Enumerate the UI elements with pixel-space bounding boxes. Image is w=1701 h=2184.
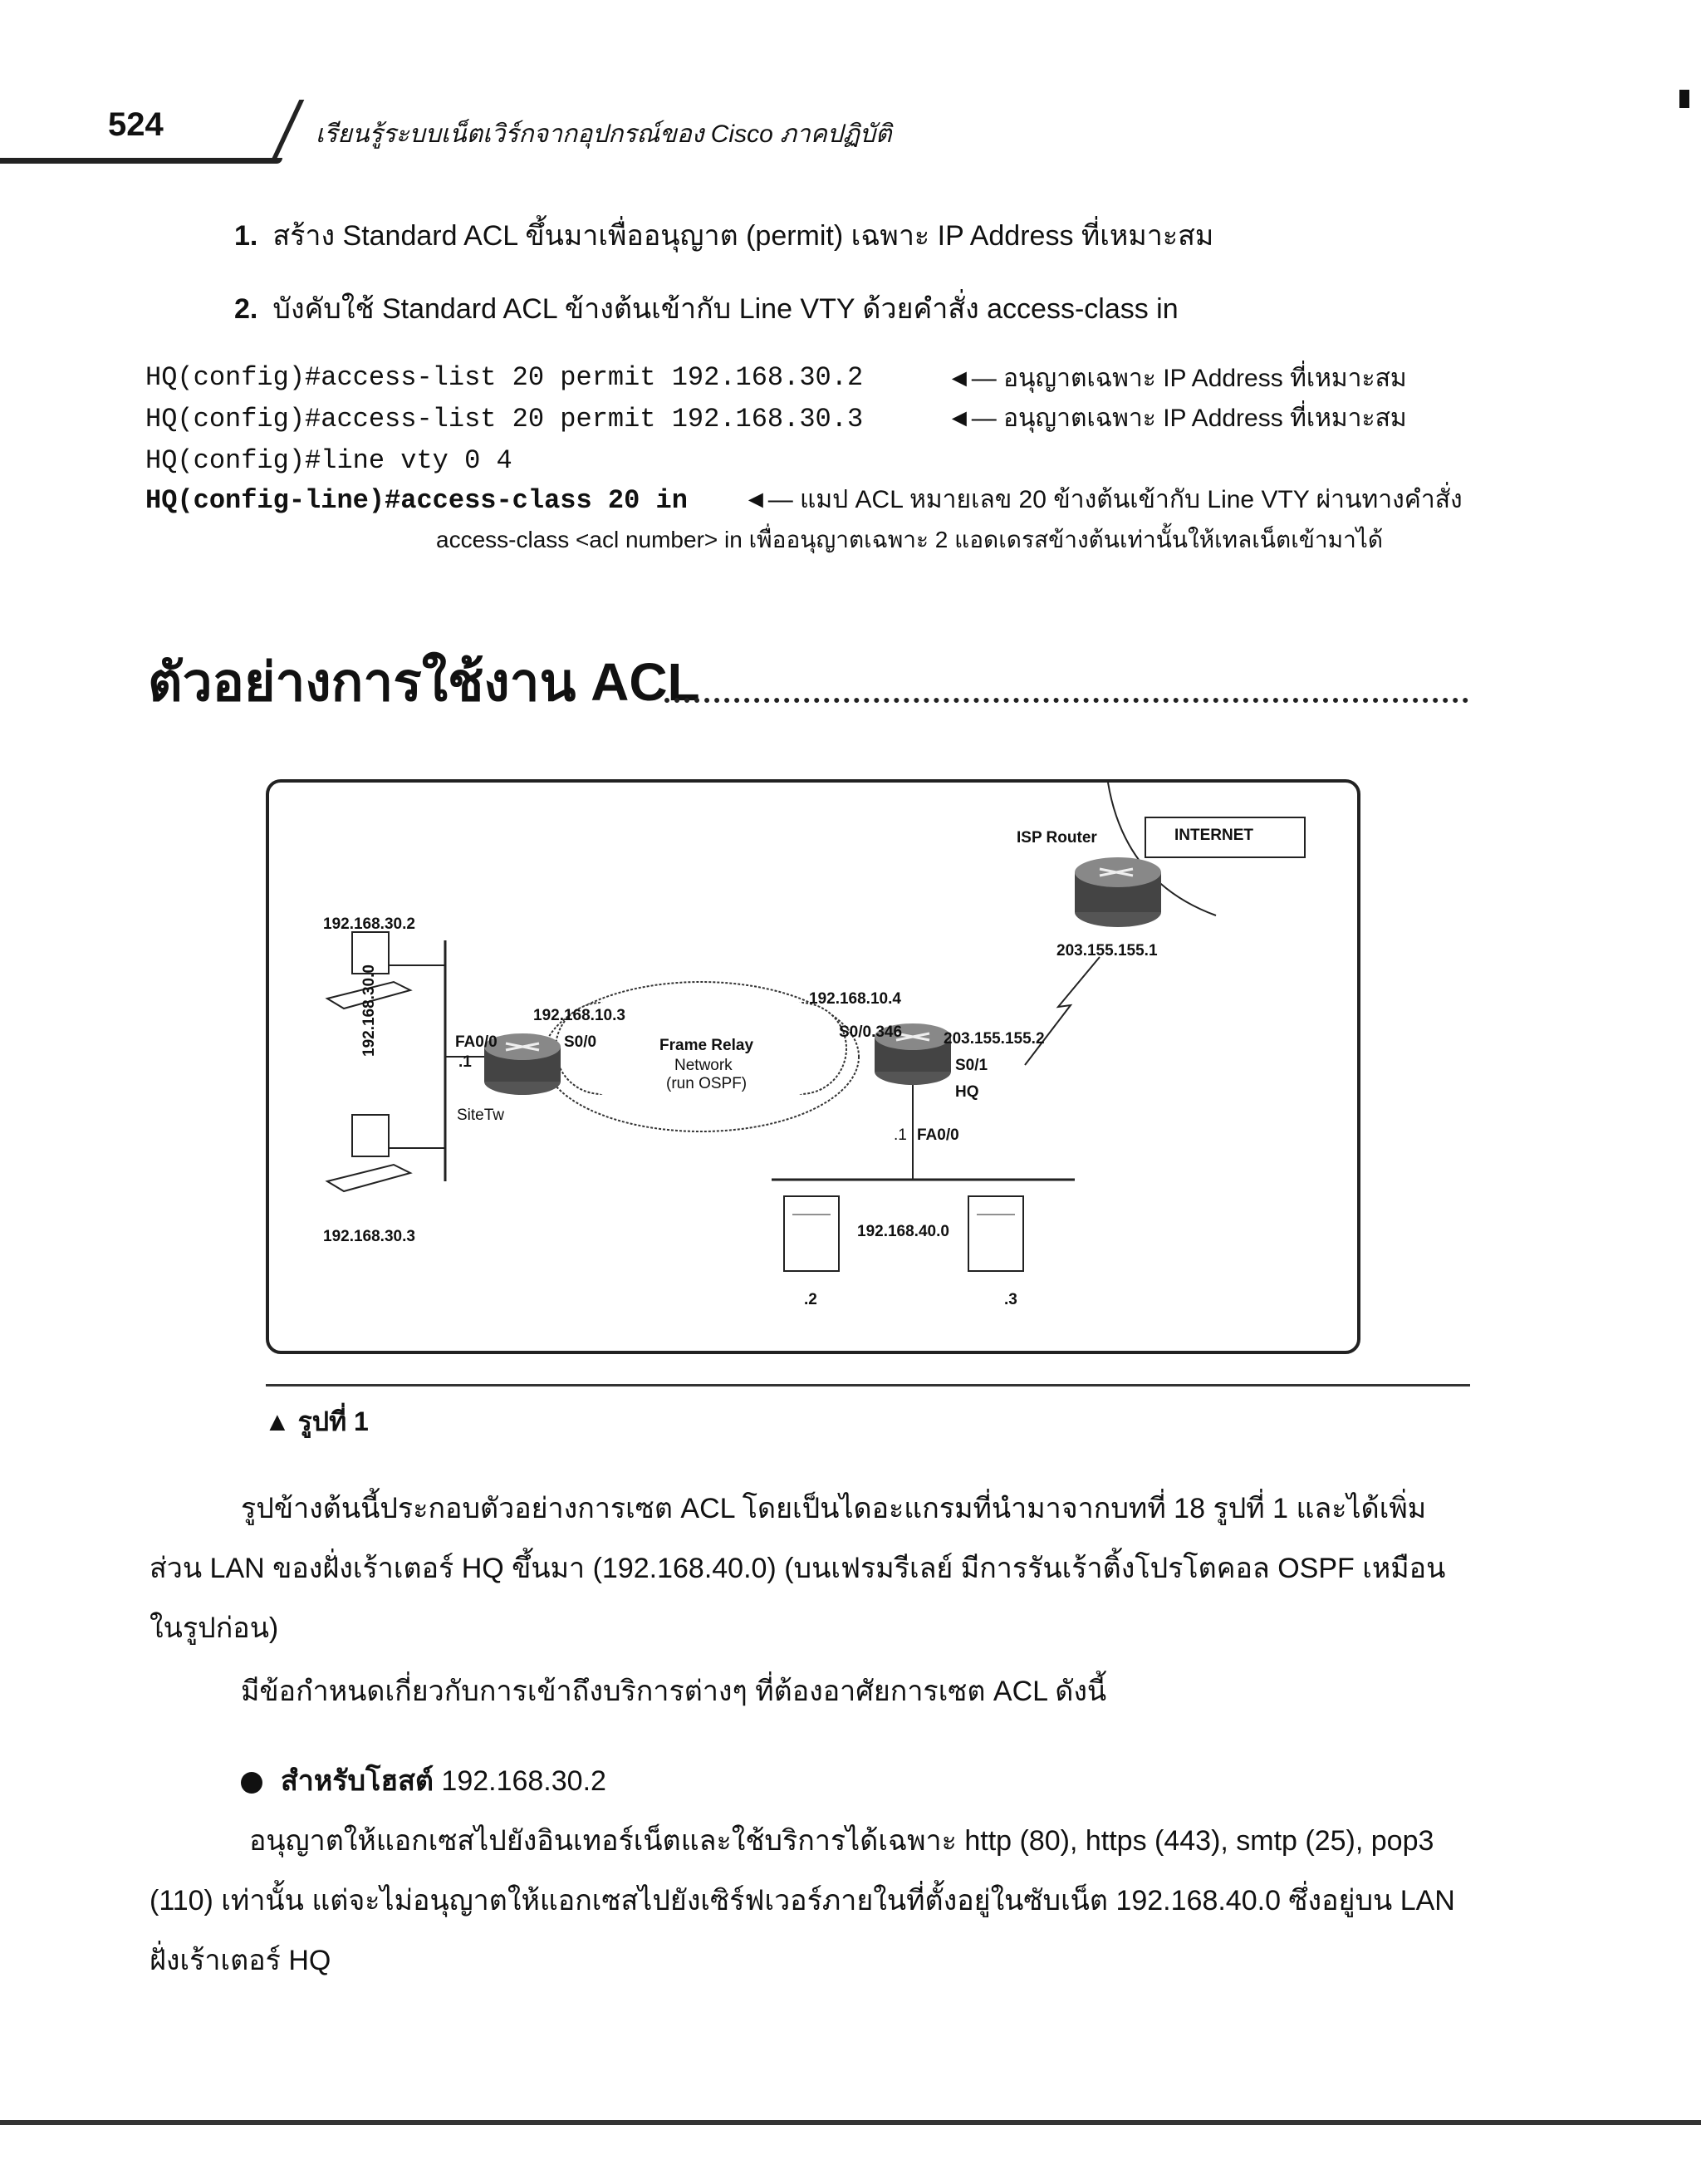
isp-ip-label: 203.155.155.1 xyxy=(1056,942,1158,959)
host-bottom-ip-label: 192.168.30.3 xyxy=(323,1228,415,1245)
header-swoosh-decoration xyxy=(246,100,305,158)
cloud-label-line3: (run OSPF) xyxy=(666,1075,748,1092)
network-diagram xyxy=(266,779,1360,1354)
server-left-icon xyxy=(784,1196,839,1271)
step-1 xyxy=(234,213,1213,258)
running-title: เรียนรู้ระบบเน็ตเวิร์กจากอุปกรณ์ของ Cisco ภาคปฏิบัติ xyxy=(316,120,892,148)
figure-caption: ▲ รูปที่ 1 xyxy=(264,1406,369,1436)
code-line: HQ(config)#line vty 0 4 xyxy=(145,445,512,476)
step-text: บังคับใช้ Standard ACL ข้างต้นเข้ากับ Line VTY ด้วยคำสั่ง access-class in xyxy=(272,293,1179,325)
lan-left-label: 192.168.30.0 xyxy=(360,964,378,1057)
server-left-ip-label: .2 xyxy=(804,1291,817,1308)
network-diagram-graphic xyxy=(269,783,1357,1351)
code-note: ◄— แมป ACL หมายเลข 20 ข้างต้นเข้ากับ Line VTY ผ่านทางคำสั่ง xyxy=(743,486,1463,513)
host-top-ip-label: 192.168.30.2 xyxy=(323,915,415,933)
hq-router-label: HQ xyxy=(955,1083,979,1101)
caption-rule xyxy=(266,1384,1470,1386)
bullet-dot-icon xyxy=(241,1772,262,1794)
step-number: 2. xyxy=(234,293,258,325)
sitetwo-router-label: SiteTw xyxy=(457,1107,505,1124)
page-number: 524 xyxy=(108,106,164,143)
internet-label: INTERNET xyxy=(1174,827,1253,844)
section-heading: ตัวอย่างการใช้งาน ACL xyxy=(148,652,700,712)
bullet-title: สำหรับโฮสต์ xyxy=(281,1765,434,1797)
hq-s1-label: S0/1 xyxy=(955,1057,988,1074)
step-2 xyxy=(234,286,1179,331)
footer-rule xyxy=(0,2120,1701,2125)
server-right-ip-label: .3 xyxy=(1004,1291,1017,1308)
hq-fa-ip-label: .1 xyxy=(894,1126,907,1144)
hq-s0-label: S0/0.346 xyxy=(839,1023,903,1041)
sitetwo-s0-ip-label: 192.168.10.3 xyxy=(533,1007,625,1024)
cloud-label-line2: Network xyxy=(674,1057,733,1074)
wan-link xyxy=(1025,957,1100,1065)
isp-router-icon xyxy=(1075,857,1161,927)
code-line: HQ(config)#access-list 20 permit 192.168.30.2 xyxy=(145,362,864,393)
code-note-continuation: access-class <acl number> in เพื่ออนุญาตเฉพาะ 2 แอดเดรสข้างต้นเท่านั้นให้เทลเน็ตเข้ามาได้ xyxy=(436,527,1384,552)
hq-fa-label: FA0/0 xyxy=(917,1126,959,1144)
server-right-icon xyxy=(968,1196,1023,1271)
lan-hq-label: 192.168.40.0 xyxy=(857,1223,949,1240)
code-note: ◄— อนุญาตเฉพาะ IP Address ที่เหมาะสม xyxy=(947,405,1407,432)
step-text: สร้าง Standard ACL ขึ้นมาเพื่ออนุญาต (permit) เฉพาะ IP Address ที่เหมาะสม xyxy=(272,220,1214,252)
isp-router-label: ISP Router xyxy=(1017,829,1097,847)
intro-paragraph: รูปข้างต้นนี้ประกอบตัวอย่างการเซต ACL โดยเป็นไดอะแกรมที่นำมาจากบทที่ 18 รูปที่ 1 และได้เพิ่มส่วน LAN ของฝั่งเร้าเตอร์ HQ ขึ้นมา (192.168.40.0) (บนเฟรมรีเลย์ มีการรันเร้าติ้งโปรโตคอล OSPF เหมือนในรูปก่อน) xyxy=(150,1493,1446,1644)
requirement-paragraph: มีข้อกำหนดเกี่ยวกับการเข้าถึงบริการต่างๆ ที่ต้องอาศัยการเซต ACL ดังนี้ xyxy=(241,1676,1107,1707)
bullet-ip: 192.168.30.2 xyxy=(441,1765,606,1797)
code-note: ◄— อนุญาตเฉพาะ IP Address ที่เหมาะสม xyxy=(947,365,1407,392)
section-heading-dots xyxy=(664,681,1468,703)
sitetwo-s0-label: S0/0 xyxy=(564,1033,597,1051)
code-line: HQ(config)#access-list 20 permit 192.168.30.3 xyxy=(145,404,864,434)
hq-s0-ip-label: 192.168.10.4 xyxy=(809,990,901,1008)
bullet-body: อนุญาตให้แอกเซสไปยังอินเทอร์เน็ตและใช้บริการได้เฉพาะ http (80), https (443), smtp (25), pop3 (110) เท่านั้น แต่จะไม่อนุญาตให้แอกเซสไปยังเซิร์ฟเวอร์ภายในที่ตั้งอยู่ในซับเน็ต 192.168.40.0 ซึ่งอยู่บน LAN ฝั่งเร้าเตอร์ HQ xyxy=(150,1825,1455,1976)
hq-s1-ip-label: 203.155.155.2 xyxy=(944,1030,1045,1048)
bullet-heading xyxy=(241,1751,606,1811)
cloud-label-line1: Frame Relay xyxy=(659,1037,754,1054)
header-rule xyxy=(0,158,282,164)
margin-mark xyxy=(1679,90,1689,108)
sitetwo-fa-ip-label: .1 xyxy=(458,1053,472,1071)
code-line: HQ(config-line)#access-class 20 in xyxy=(145,485,688,516)
sitetwo-fa-label: FA0/0 xyxy=(455,1033,498,1051)
step-number: 1. xyxy=(234,220,258,252)
host-bottom-icon xyxy=(327,1115,410,1191)
